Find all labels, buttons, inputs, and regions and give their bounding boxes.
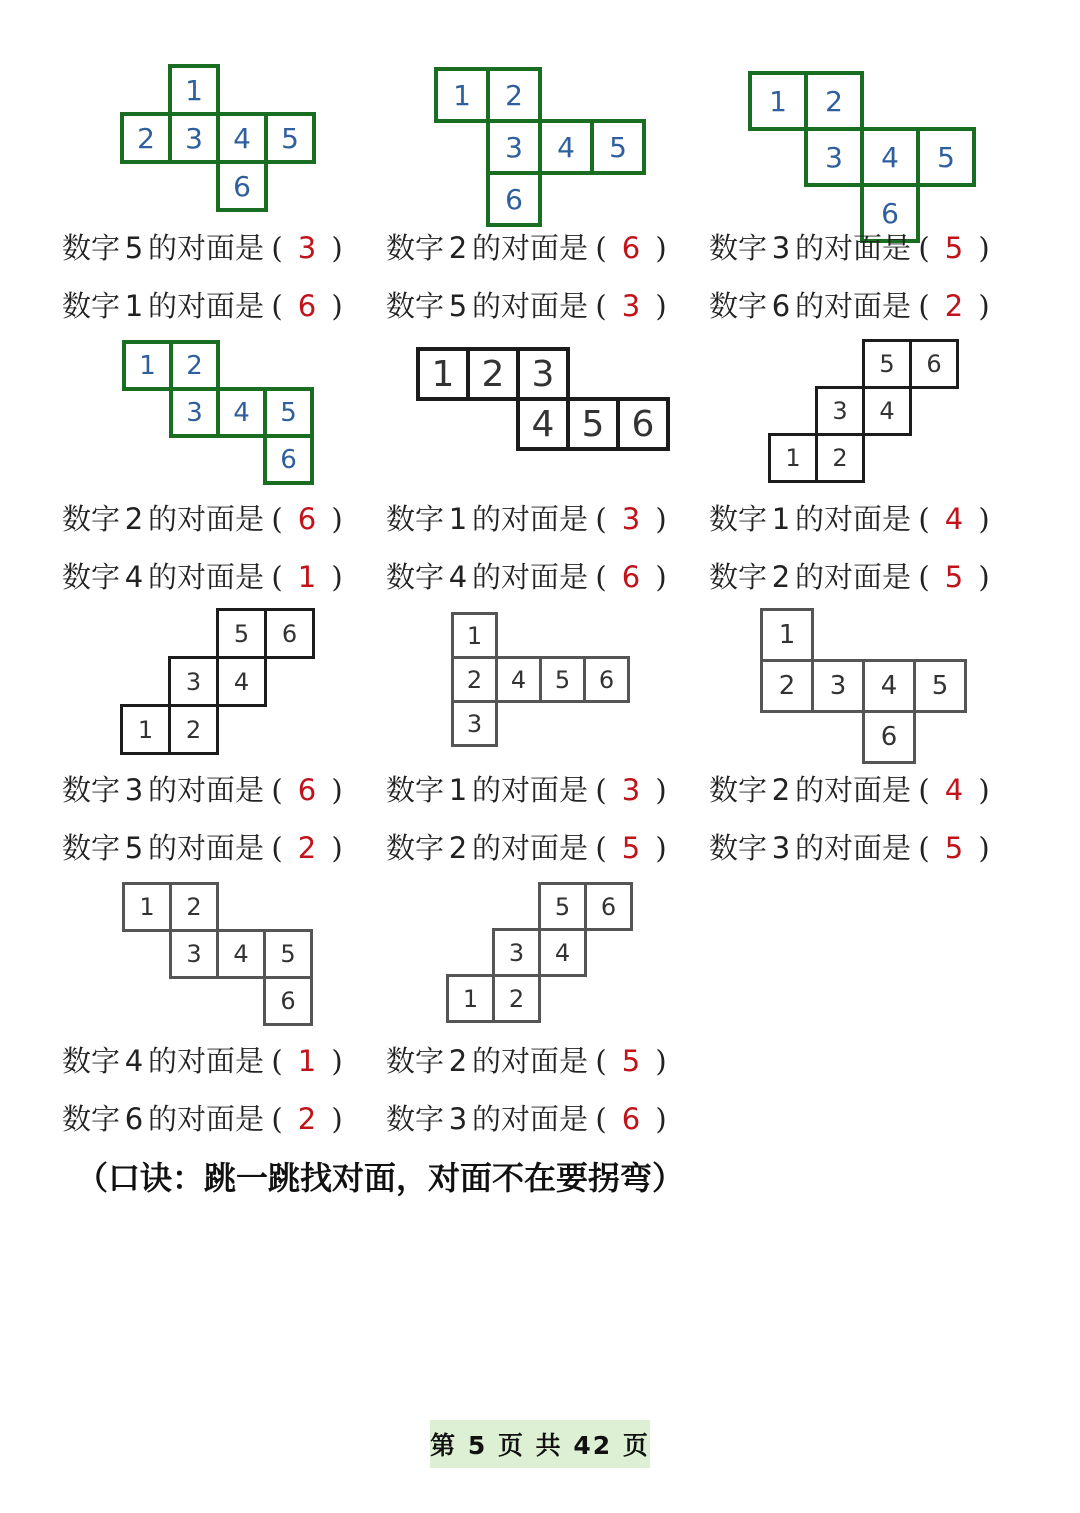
question-line — [62, 826, 350, 870]
question-mid: 的对面是 — [148, 560, 265, 594]
question-line — [709, 226, 997, 270]
close-paren: ) — [655, 1044, 667, 1078]
question-number: 1 — [448, 502, 468, 536]
net-face: 5 — [264, 112, 316, 164]
net-face: 6 — [860, 183, 920, 243]
answer-value: 3 — [621, 773, 641, 807]
open-paren: ( — [595, 1102, 607, 1136]
question-line — [386, 284, 674, 328]
net-face: 1 — [434, 67, 490, 123]
question-line — [62, 768, 350, 812]
question-mid: 的对面是 — [472, 231, 589, 265]
question-number: 2 — [124, 502, 144, 536]
net-face: 1 — [451, 612, 498, 659]
net-face: 1 — [416, 347, 470, 401]
question-mid: 的对面是 — [472, 831, 589, 865]
net-face: 5 — [566, 397, 620, 451]
close-paren: ) — [655, 502, 667, 536]
question-prefix: 数字 — [709, 231, 768, 265]
net-face: 2 — [169, 340, 220, 391]
question-number: 2 — [448, 231, 468, 265]
net-face: 3 — [169, 929, 219, 979]
close-paren: ) — [331, 502, 343, 536]
net-face: 1 — [122, 882, 172, 932]
close-paren: ) — [331, 560, 343, 594]
question-line — [62, 555, 350, 599]
net-face: 3 — [804, 127, 864, 187]
close-paren: ) — [331, 231, 343, 265]
close-paren: ) — [331, 831, 343, 865]
question-prefix: 数字 — [386, 560, 445, 594]
question-number: 5 — [448, 289, 468, 323]
question-number: 3 — [771, 831, 791, 865]
answer-value: 5 — [621, 831, 641, 865]
net-face: 4 — [538, 928, 587, 977]
answer-value: 6 — [621, 1102, 641, 1136]
net-face: 3 — [811, 659, 865, 713]
net-face: 4 — [516, 397, 570, 451]
answer-value: 6 — [297, 502, 317, 536]
question-number: 5 — [124, 831, 144, 865]
net-face: 5 — [916, 127, 976, 187]
close-paren: ) — [978, 773, 990, 807]
mnemonic-text: （口诀：跳一跳找对面，对面不在要拐弯） — [76, 1159, 685, 1197]
net-face: 6 — [486, 171, 542, 227]
question-mid: 的对面是 — [795, 831, 912, 865]
net-face: 4 — [495, 656, 542, 703]
question-line — [709, 555, 997, 599]
open-paren: ( — [271, 289, 283, 323]
question-mid: 的对面是 — [795, 560, 912, 594]
question-prefix: 数字 — [709, 773, 768, 807]
open-paren: ( — [595, 560, 607, 594]
question-prefix: 数字 — [386, 289, 445, 323]
answer-value: 6 — [297, 289, 317, 323]
net-face: 6 — [862, 710, 916, 764]
net-face: 4 — [862, 386, 912, 436]
close-paren: ) — [331, 1102, 343, 1136]
close-paren: ) — [978, 231, 990, 265]
question-prefix: 数字 — [386, 1044, 445, 1078]
question-number: 1 — [124, 289, 144, 323]
open-paren: ( — [271, 231, 283, 265]
net-face: 5 — [538, 882, 587, 931]
question-prefix: 数字 — [709, 831, 768, 865]
close-paren: ) — [655, 231, 667, 265]
open-paren: ( — [271, 831, 283, 865]
question-number: 3 — [771, 231, 791, 265]
question-line — [62, 1039, 350, 1083]
question-prefix: 数字 — [386, 1102, 445, 1136]
net-face: 3 — [492, 928, 541, 977]
question-mid: 的对面是 — [148, 289, 265, 323]
question-mid: 的对面是 — [472, 773, 589, 807]
question-mid: 的对面是 — [148, 502, 265, 536]
net-face: 2 — [168, 704, 219, 755]
open-paren: ( — [271, 560, 283, 594]
close-paren: ) — [655, 289, 667, 323]
net-face: 6 — [909, 339, 959, 389]
question-line — [386, 1097, 674, 1141]
close-paren: ) — [978, 289, 990, 323]
net-face: 4 — [216, 387, 267, 438]
close-paren: ) — [978, 831, 990, 865]
answer-value: 6 — [621, 231, 641, 265]
question-prefix: 数字 — [386, 502, 445, 536]
question-line — [386, 226, 674, 270]
net-face: 6 — [263, 434, 314, 485]
question-mid: 的对面是 — [148, 773, 265, 807]
question-mid: 的对面是 — [148, 1102, 265, 1136]
close-paren: ) — [331, 1044, 343, 1078]
net-face: 2 — [760, 659, 814, 713]
question-prefix: 数字 — [62, 502, 121, 536]
net-face: 6 — [616, 397, 670, 451]
question-line — [386, 497, 674, 541]
close-paren: ) — [655, 560, 667, 594]
question-prefix: 数字 — [709, 289, 768, 323]
question-mid: 的对面是 — [472, 502, 589, 536]
question-number: 1 — [771, 502, 791, 536]
open-paren: ( — [595, 231, 607, 265]
question-line — [386, 1039, 674, 1083]
question-prefix: 数字 — [62, 231, 121, 265]
net-face: 5 — [913, 659, 967, 713]
question-prefix: 数字 — [386, 773, 445, 807]
net-face: 6 — [216, 160, 268, 212]
net-face: 1 — [760, 608, 814, 662]
question-line — [386, 768, 674, 812]
open-paren: ( — [271, 1044, 283, 1078]
net-face: 2 — [804, 71, 864, 131]
answer-value: 3 — [621, 502, 641, 536]
net-face: 6 — [264, 608, 315, 659]
open-paren: ( — [595, 289, 607, 323]
net-face: 4 — [862, 659, 916, 713]
open-paren: ( — [918, 560, 930, 594]
close-paren: ) — [655, 831, 667, 865]
net-face: 5 — [590, 119, 646, 175]
net-face: 1 — [768, 433, 818, 483]
answer-value: 3 — [297, 231, 317, 265]
net-face: 2 — [466, 347, 520, 401]
question-prefix: 数字 — [386, 831, 445, 865]
net-face: 4 — [860, 127, 920, 187]
question-prefix: 数字 — [709, 502, 768, 536]
net-face: 6 — [583, 656, 630, 703]
question-line — [386, 555, 674, 599]
net-face: 4 — [216, 929, 266, 979]
close-paren: ) — [331, 289, 343, 323]
question-number: 2 — [771, 773, 791, 807]
question-line — [709, 497, 997, 541]
question-number: 3 — [124, 773, 144, 807]
net-face: 1 — [122, 340, 173, 391]
open-paren: ( — [918, 773, 930, 807]
answer-value: 2 — [944, 289, 964, 323]
question-number: 5 — [124, 231, 144, 265]
question-prefix: 数字 — [62, 1102, 121, 1136]
question-line — [709, 768, 997, 812]
question-mid: 的对面是 — [795, 231, 912, 265]
question-mid: 的对面是 — [472, 560, 589, 594]
open-paren: ( — [918, 289, 930, 323]
open-paren: ( — [271, 1102, 283, 1136]
question-line — [386, 826, 674, 870]
net-face: 2 — [815, 433, 865, 483]
question-number: 3 — [448, 1102, 468, 1136]
question-mid: 的对面是 — [472, 1102, 589, 1136]
question-number: 4 — [124, 1044, 144, 1078]
question-mid: 的对面是 — [472, 1044, 589, 1078]
net-face: 3 — [516, 347, 570, 401]
question-number: 6 — [771, 289, 791, 323]
net-face: 1 — [446, 974, 495, 1023]
answer-value: 2 — [297, 1102, 317, 1136]
open-paren: ( — [595, 773, 607, 807]
answer-value: 1 — [297, 1044, 317, 1078]
net-face: 3 — [451, 700, 498, 747]
net-face: 2 — [492, 974, 541, 1023]
open-paren: ( — [918, 831, 930, 865]
question-number: 2 — [448, 831, 468, 865]
net-face: 3 — [486, 119, 542, 175]
net-face: 1 — [120, 704, 171, 755]
net-face: 6 — [584, 882, 633, 931]
question-prefix: 数字 — [62, 831, 121, 865]
net-face: 5 — [216, 608, 267, 659]
page-footer: 第 5 页 共 42 页 — [430, 1420, 650, 1468]
question-prefix: 数字 — [386, 231, 445, 265]
question-number: 2 — [448, 1044, 468, 1078]
close-paren: ) — [978, 560, 990, 594]
question-number: 2 — [771, 560, 791, 594]
answer-value: 5 — [944, 560, 964, 594]
question-prefix: 数字 — [62, 289, 121, 323]
net-face: 3 — [168, 112, 220, 164]
net-face: 5 — [263, 929, 313, 979]
answer-value: 4 — [944, 773, 964, 807]
net-face: 5 — [539, 656, 586, 703]
question-mid: 的对面是 — [795, 289, 912, 323]
open-paren: ( — [595, 502, 607, 536]
open-paren: ( — [918, 502, 930, 536]
net-face: 4 — [538, 119, 594, 175]
open-paren: ( — [271, 502, 283, 536]
net-face: 2 — [486, 67, 542, 123]
question-line — [709, 284, 997, 328]
answer-value: 5 — [944, 231, 964, 265]
open-paren: ( — [595, 831, 607, 865]
net-face: 6 — [263, 976, 313, 1026]
close-paren: ) — [655, 1102, 667, 1136]
question-prefix: 数字 — [62, 773, 121, 807]
close-paren: ) — [978, 502, 990, 536]
net-face: 4 — [216, 656, 267, 707]
net-face: 3 — [169, 387, 220, 438]
answer-value: 6 — [621, 560, 641, 594]
net-face: 3 — [815, 386, 865, 436]
question-number: 6 — [124, 1102, 144, 1136]
question-mid: 的对面是 — [148, 231, 265, 265]
answer-value: 4 — [944, 502, 964, 536]
answer-value: 1 — [297, 560, 317, 594]
net-face: 2 — [169, 882, 219, 932]
answer-value: 5 — [944, 831, 964, 865]
question-line — [62, 284, 350, 328]
close-paren: ) — [655, 773, 667, 807]
close-paren: ) — [331, 773, 343, 807]
question-prefix: 数字 — [709, 560, 768, 594]
question-line — [62, 1097, 350, 1141]
answer-value: 2 — [297, 831, 317, 865]
open-paren: ( — [595, 1044, 607, 1078]
question-number: 1 — [448, 773, 468, 807]
net-face: 3 — [168, 656, 219, 707]
net-face: 5 — [263, 387, 314, 438]
net-face: 4 — [216, 112, 268, 164]
question-line — [709, 826, 997, 870]
question-mid: 的对面是 — [148, 831, 265, 865]
answer-value: 3 — [621, 289, 641, 323]
question-mid: 的对面是 — [795, 773, 912, 807]
question-prefix: 数字 — [62, 1044, 121, 1078]
question-prefix: 数字 — [62, 560, 121, 594]
net-face: 1 — [748, 71, 808, 131]
answer-value: 5 — [621, 1044, 641, 1078]
question-line — [62, 497, 350, 541]
answer-value: 6 — [297, 773, 317, 807]
question-mid: 的对面是 — [148, 1044, 265, 1078]
net-face: 2 — [120, 112, 172, 164]
net-face: 1 — [168, 64, 220, 116]
question-number: 4 — [124, 560, 144, 594]
open-paren: ( — [918, 231, 930, 265]
question-mid: 的对面是 — [795, 502, 912, 536]
net-face: 5 — [862, 339, 912, 389]
question-line — [62, 226, 350, 270]
question-number: 4 — [448, 560, 468, 594]
open-paren: ( — [271, 773, 283, 807]
question-mid: 的对面是 — [472, 289, 589, 323]
net-face: 2 — [451, 656, 498, 703]
